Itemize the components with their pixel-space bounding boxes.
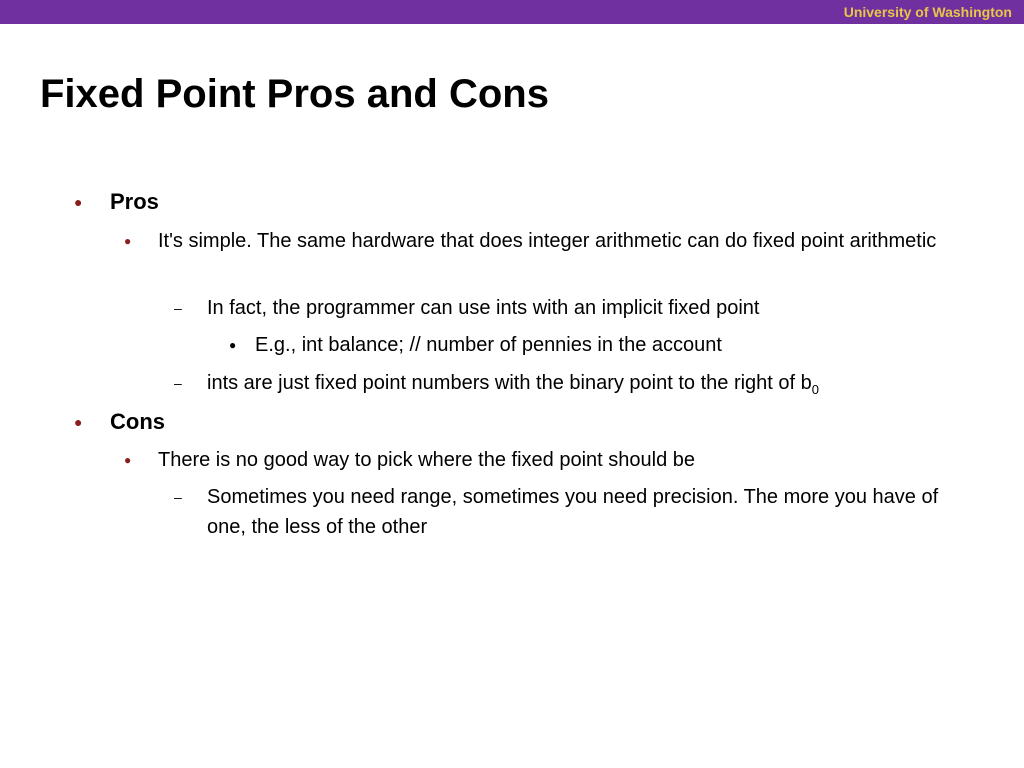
cons-point bbox=[124, 445, 948, 475]
pros-point-text: It's simple. The same hardware that does integer arithmetic can do fixed point arithmetic bbox=[158, 230, 937, 252]
subscript-zero: 0 bbox=[811, 382, 820, 397]
cons-point-text: There is no good way to pick where the fixed point should be bbox=[158, 449, 695, 471]
bullet-icon: ● bbox=[74, 414, 83, 430]
bullet-icon: ● bbox=[229, 338, 237, 352]
institution-name: University of Washington bbox=[843, 4, 1012, 20]
pros-detail-2-text: ints are just fixed point numbers with the binary point to the right of b bbox=[207, 372, 812, 394]
dash-icon: – bbox=[174, 489, 182, 505]
dash-icon: – bbox=[174, 375, 182, 391]
bullet-icon: ● bbox=[124, 234, 132, 248]
bullet-icon: ● bbox=[124, 453, 132, 467]
bullet-icon: ● bbox=[74, 194, 83, 210]
pros-heading-text: Pros bbox=[110, 189, 159, 214]
pros-example bbox=[229, 330, 975, 360]
pros-heading bbox=[74, 187, 159, 217]
pros-point bbox=[124, 226, 948, 256]
pros-detail-2 bbox=[174, 368, 967, 398]
pros-detail-1-text: In fact, the programmer can use ints with an implicit fixed point bbox=[207, 297, 760, 319]
cons-detail-text: Sometimes you need range, sometimes you need precision. The more you have of one, the less of the other bbox=[207, 486, 939, 538]
pros-example-text: E.g., int balance; // number of pennies in the account bbox=[255, 334, 722, 356]
cons-heading bbox=[74, 407, 165, 437]
pros-detail-1 bbox=[174, 293, 967, 323]
cons-heading-text: Cons bbox=[110, 409, 165, 434]
cons-detail bbox=[174, 482, 967, 542]
dash-icon: – bbox=[174, 300, 182, 316]
slide-title: Fixed Point Pros and Cons bbox=[40, 72, 549, 116]
